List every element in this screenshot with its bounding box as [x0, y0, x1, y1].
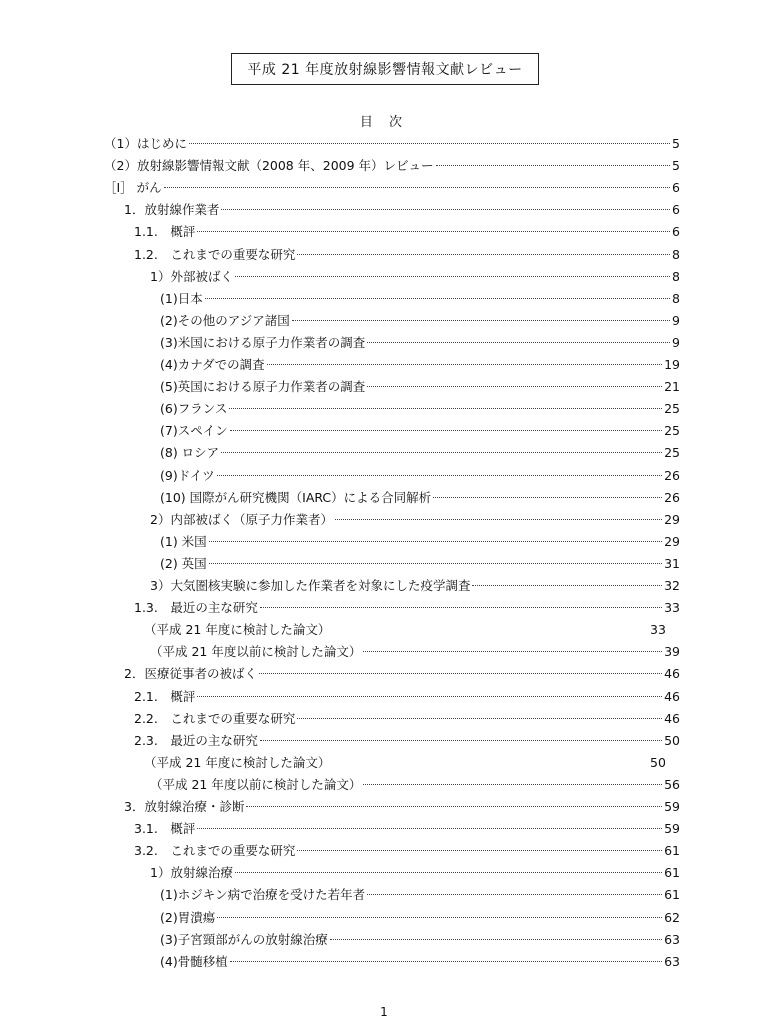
dot-leader — [235, 871, 662, 873]
dot-leader — [367, 385, 662, 387]
toc-entry[interactable] — [134, 686, 680, 708]
toc-entry-page: 46 — [664, 666, 680, 682]
toc-entry-page: 50 — [664, 732, 680, 748]
toc-entry[interactable] — [150, 774, 680, 796]
dot-leader — [363, 783, 662, 785]
toc-entry[interactable] — [150, 641, 680, 663]
toc-entry-label: 1.1. 概評 — [134, 224, 196, 240]
toc-entry[interactable] — [144, 619, 330, 641]
toc-entry[interactable] — [124, 796, 680, 818]
toc-entry-label: (1) 米国 — [160, 533, 207, 549]
toc-entry-label: 3．放射線治療・診断 — [124, 799, 245, 814]
toc-entry-page: 61 — [664, 887, 680, 903]
dot-leader — [217, 916, 662, 918]
toc-entry[interactable] — [134, 730, 680, 752]
toc-entry-page: 31 — [664, 555, 680, 571]
toc-entry-page: 25 — [664, 445, 680, 461]
toc-entry-label: (9)ドイツ — [160, 467, 215, 483]
toc-entry[interactable] — [124, 199, 680, 221]
toc-entry[interactable] — [160, 487, 680, 509]
toc-entry-label: (6)フランス — [160, 401, 228, 417]
toc-entry[interactable] — [134, 221, 680, 243]
toc-entry-page: 6 — [672, 180, 680, 196]
dot-leader — [259, 672, 662, 674]
toc-entry-label: （1）はじめに — [104, 136, 187, 151]
dot-leader — [330, 938, 662, 940]
toc-entry-label: (10) 国際がん研究機関（IARC）による合同解析 — [160, 489, 432, 505]
dot-leader — [235, 275, 670, 277]
toc-entry-page: 46 — [664, 688, 680, 704]
toc-entry[interactable] — [134, 840, 680, 862]
toc-entry-label: (1)日本 — [160, 290, 203, 306]
toc-entry-label: 3.2. これまでの重要な研究 — [134, 843, 296, 859]
toc-entry-label: 3.1. 概評 — [134, 821, 196, 837]
dot-leader — [260, 606, 662, 608]
toc-entry[interactable] — [150, 509, 680, 531]
toc-entry[interactable] — [160, 929, 680, 951]
dot-leader — [267, 363, 663, 365]
dot-leader — [297, 253, 670, 255]
dot-leader — [436, 164, 671, 166]
toc-entry-label: ［Ⅰ］ がん — [104, 180, 162, 196]
dot-leader — [297, 849, 662, 851]
toc-entry[interactable] — [124, 663, 680, 685]
toc-entry[interactable] — [160, 553, 680, 575]
toc-entry-label: 2．医療従事者の被ばく — [124, 666, 257, 682]
toc-entry[interactable] — [134, 818, 680, 840]
toc-entry[interactable] — [160, 465, 680, 487]
toc-entry-label: (8) ロシア — [160, 445, 220, 461]
toc-entry-page: 29 — [664, 511, 680, 527]
dot-leader — [217, 474, 663, 476]
toc-entry[interactable] — [160, 951, 680, 973]
dot-leader — [363, 650, 662, 652]
toc-entry-page: 32 — [664, 578, 680, 593]
toc-entry-page: 61 — [664, 865, 680, 881]
toc-entry-page: 29 — [664, 533, 680, 549]
toc-entry[interactable] — [160, 442, 680, 464]
dot-leader — [260, 739, 662, 741]
toc-heading: 目 次 — [359, 115, 409, 130]
dot-leader — [209, 562, 662, 564]
toc-entry-page: 61 — [664, 843, 680, 859]
toc-entry-page: 33 — [650, 622, 666, 638]
dot-leader — [197, 695, 662, 697]
dot-leader — [197, 230, 670, 232]
dot-leader — [367, 341, 670, 343]
toc-entry[interactable] — [104, 155, 680, 177]
toc-entry-label: 1.2. これまでの重要な研究 — [134, 246, 296, 262]
dot-leader — [229, 407, 662, 409]
toc-entry-page: 8 — [672, 246, 680, 262]
toc-entry-page: 8 — [672, 268, 680, 284]
toc-entry-label: (2) 英国 — [160, 555, 207, 571]
toc-entry[interactable] — [160, 332, 680, 354]
toc-entry-page: 63 — [664, 931, 680, 947]
toc-entry-label: (1)ホジキン病で治療を受けた若年者 — [160, 887, 366, 903]
dot-leader — [246, 805, 662, 807]
toc-entry-page: 21 — [664, 379, 680, 395]
toc-entry-label: (3)米国における原子力作業者の調査 — [160, 334, 366, 350]
document-title: 平成 21 年度放射線影響情報文献レビュー — [231, 53, 539, 85]
toc-entry-label: 1．放射線作業者 — [124, 202, 220, 218]
toc-entry-label: 1.3. 最近の主な研究 — [134, 600, 258, 616]
dot-leader — [209, 540, 662, 542]
toc-entry[interactable] — [160, 354, 680, 376]
dot-leader — [297, 717, 662, 719]
toc-entry-page: 5 — [672, 136, 680, 151]
toc-entry[interactable] — [160, 907, 680, 929]
toc-entry[interactable] — [134, 708, 680, 730]
toc-entry-page: 33 — [664, 600, 680, 616]
toc-entry-label: （平成 21 年度以前に検討した論文） — [150, 644, 362, 660]
toc-entry[interactable] — [160, 884, 680, 906]
dot-leader — [292, 319, 670, 321]
toc-entry-page: 50 — [650, 754, 666, 770]
toc-entry-label: (2)胃潰瘍 — [160, 909, 216, 925]
toc-entry-label: 2.2. これまでの重要な研究 — [134, 710, 296, 726]
toc-entry[interactable] — [134, 597, 680, 619]
toc-entry-label: (2)その他のアジア諸国 — [160, 312, 290, 328]
toc-entry[interactable] — [150, 575, 680, 597]
toc-entry-page: 62 — [664, 909, 680, 925]
toc-entry-page: 25 — [664, 401, 680, 417]
toc-entry-label: (5)英国における原子力作業者の調査 — [160, 379, 366, 395]
toc-entry-label: 3）大気圏核実験に参加した作業者を対象にした疫学調査 — [150, 578, 471, 593]
toc-entry-label: （2）放射線影響情報文献（2008 年、2009 年）レビュー — [104, 158, 434, 174]
dot-leader — [189, 142, 670, 144]
toc-entry-page: 25 — [664, 423, 680, 439]
dot-leader — [221, 451, 662, 453]
toc-entry-label: (4)カナダでの調査 — [160, 357, 265, 372]
toc-entry-page: 9 — [672, 334, 680, 350]
dot-leader — [197, 827, 662, 829]
toc-entry[interactable] — [150, 266, 680, 288]
toc-entry[interactable] — [144, 752, 330, 774]
page-number: 1 — [380, 1005, 388, 1019]
toc-entry-page: 46 — [664, 710, 680, 726]
toc-entry-label: （平成 21 年度に検討した論文） — [144, 754, 331, 770]
toc-entry-label: 2.1. 概評 — [134, 688, 196, 704]
dot-leader — [230, 960, 662, 962]
dot-leader — [230, 429, 662, 431]
toc-entry-label: (4)骨髄移植 — [160, 953, 228, 969]
dot-leader — [205, 297, 670, 299]
toc-entry-page: 9 — [672, 312, 680, 328]
toc-entry-page: 8 — [672, 290, 680, 306]
toc-entry[interactable] — [104, 133, 680, 155]
toc-entry-label: (3)子宮頸部がんの放射線治療 — [160, 931, 328, 947]
dot-leader — [335, 518, 662, 520]
toc-entry-page: 26 — [664, 467, 680, 483]
toc-entry-page: 56 — [664, 776, 680, 792]
toc-entry-page: 63 — [664, 953, 680, 969]
toc-entry[interactable] — [160, 310, 680, 332]
dot-leader — [221, 208, 670, 210]
toc-entry[interactable] — [150, 862, 680, 884]
toc-entry-page: 6 — [672, 224, 680, 240]
toc-entry-label: 2.3. 最近の主な研究 — [134, 732, 258, 748]
toc-entry-label: （平成 21 年度に検討した論文） — [144, 622, 331, 638]
dot-leader — [433, 496, 662, 498]
dot-leader — [367, 893, 662, 895]
toc-entry[interactable] — [134, 244, 680, 266]
toc-entry-page: 59 — [664, 821, 680, 837]
toc-entry-page: 19 — [664, 357, 680, 372]
toc-entry-label: (7)スペイン — [160, 423, 228, 439]
toc-entry[interactable] — [160, 376, 680, 398]
toc-entry[interactable] — [104, 177, 680, 199]
toc-entry[interactable] — [160, 420, 680, 442]
toc-entry-label: （平成 21 年度以前に検討した論文） — [150, 776, 362, 792]
toc-entry-page: 59 — [664, 799, 680, 814]
dot-leader — [164, 186, 670, 188]
toc-entry-label: 2）内部被ばく（原子力作業者） — [150, 511, 333, 527]
toc-entry-page: 5 — [672, 158, 680, 174]
toc-entry-label: 1）放射線治療 — [150, 865, 233, 881]
toc-entry-label: 1）外部被ばく — [150, 268, 233, 284]
toc-entry[interactable] — [160, 531, 680, 553]
dot-leader — [472, 584, 662, 586]
toc-entry[interactable] — [160, 398, 680, 420]
toc-entry[interactable] — [160, 288, 680, 310]
toc-entry-page: 39 — [664, 644, 680, 660]
toc-entry-page: 26 — [664, 489, 680, 505]
toc-entry-page: 6 — [672, 202, 680, 218]
